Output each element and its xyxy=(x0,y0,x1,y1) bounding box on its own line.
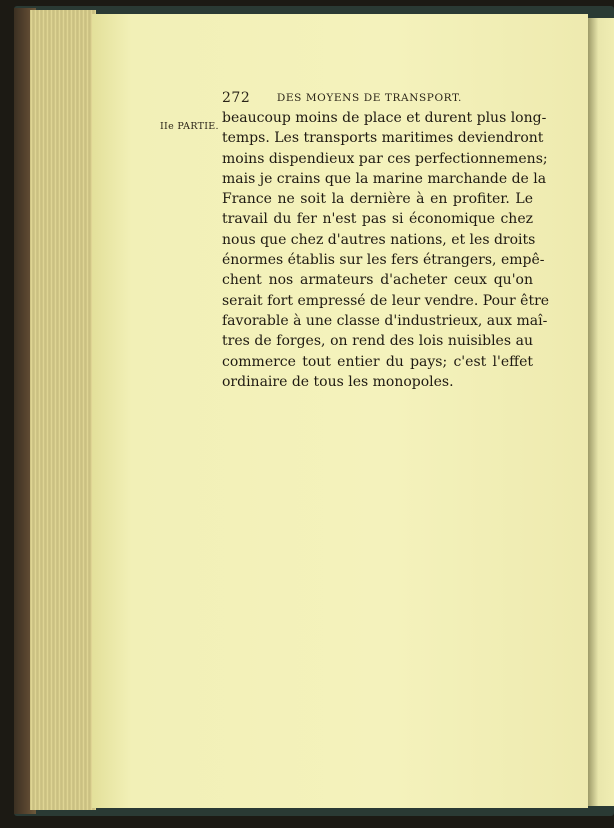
text-line: chent nos armateurs d'acheter ceux qu'on xyxy=(222,272,533,289)
page-header xyxy=(222,90,462,110)
text-line: serait fort empressé de leur vendre. Pour être xyxy=(222,292,550,309)
text-line: tres de forges, on rend des lois nuisibles au xyxy=(222,333,533,350)
text-line: France ne soit la dernière à en profiter. Le xyxy=(222,191,533,208)
margin-note: IIe PARTIE. xyxy=(160,121,219,132)
text-line: temps. Les transports maritimes deviendront xyxy=(222,130,544,147)
running-title: DES MOYENS DE TRANSPORT. xyxy=(276,92,462,104)
text-line: mais je crains que la marine marchande de la xyxy=(222,170,547,187)
text-line: moins dispendieux par ces perfectionnemens; xyxy=(222,150,548,167)
text-line: énormes établis sur les fers étrangers, empê- xyxy=(222,252,545,269)
text-line: nous que chez d'autres nations, et les droits xyxy=(222,231,536,248)
body-text xyxy=(222,108,550,392)
page-number: 272 xyxy=(222,90,251,106)
text-line: ordinaire de tous les monopoles. xyxy=(222,373,454,390)
text-line: favorable à une classe d'industrieux, aux maî- xyxy=(222,312,548,329)
text-line: travail du fer n'est pas si économique chez xyxy=(222,211,533,228)
facing-page-edge xyxy=(588,18,614,806)
text-line: commerce tout entier du pays; c'est l'effet xyxy=(222,353,533,370)
text-line: beaucoup moins de place et durent plus long- xyxy=(222,110,547,126)
page-stack-edges xyxy=(30,10,96,810)
